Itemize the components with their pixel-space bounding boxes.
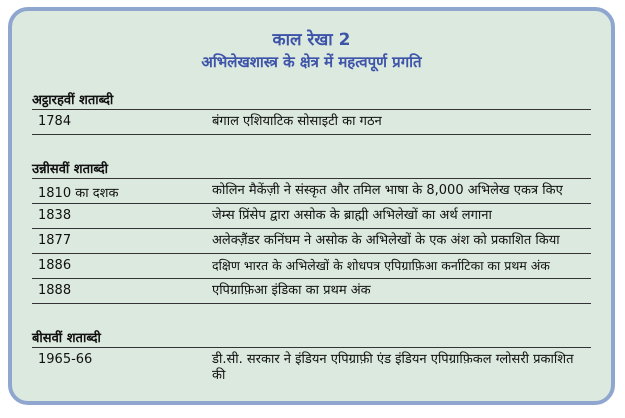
divider	[32, 253, 591, 254]
row-event: डी.सी. सरकार ने इंडियन एपिग्राफ़ी एंड इंडियन एपिग्राफ़िकल ग्लोसरी प्रकाशित की	[212, 352, 574, 383]
row-event: एपिग्राफ़िआ इंडिका का प्रथम अंक	[212, 283, 371, 298]
row-year: 1810 का दशक	[38, 186, 119, 201]
divider	[32, 203, 591, 204]
divider	[32, 134, 591, 135]
divider	[32, 228, 591, 229]
section-heading-20th: बीसवीं शताब्दी	[32, 331, 101, 346]
row-year: 1886	[38, 258, 72, 273]
row-year: 1965-66	[38, 352, 93, 367]
row-year: 1888	[38, 283, 72, 298]
section-heading-19th: उन्नीसवीं शताब्दी	[32, 162, 109, 177]
row-year: 1784	[38, 114, 72, 129]
row-year: 1838	[38, 208, 72, 223]
row-year: 1877	[38, 233, 72, 248]
row-event: दक्षिण भारत के अभिलेखों के शोधपत्र एपिग्राफ़िआ कर्नाटिका का प्रथम अंक	[212, 258, 550, 273]
divider	[32, 303, 591, 304]
divider	[32, 178, 591, 179]
divider	[32, 347, 591, 348]
row-event: जेम्स प्रिंसेप द्वारा असोक के ब्राह्मी अभिलेखों का अर्थ लगाना	[212, 208, 492, 223]
timeline-card	[8, 7, 615, 405]
row-event: बंगाल एशियाटिक सोसाइटी का गठन	[212, 114, 382, 129]
page-subtitle: अभिलेखशास्त्र के क्षेत्र में महत्वपूर्ण प्रगति	[201, 53, 422, 71]
page-title: काल रेखा 2	[272, 30, 351, 50]
section-heading-18th: अट्ठारहवीं शताब्दी	[32, 93, 114, 108]
divider	[32, 278, 591, 279]
divider	[32, 109, 591, 110]
row-event: अलेक्ज़ैंडर कनिंघम ने असोक के अभिलेखों के एक अंश को प्रकाशित किया	[212, 233, 560, 248]
row-event: कोलिन मैकेंज़ी ने संस्कृत और तमिल भाषा के 8,000 अभिलेख एकत्र किए	[212, 183, 563, 198]
